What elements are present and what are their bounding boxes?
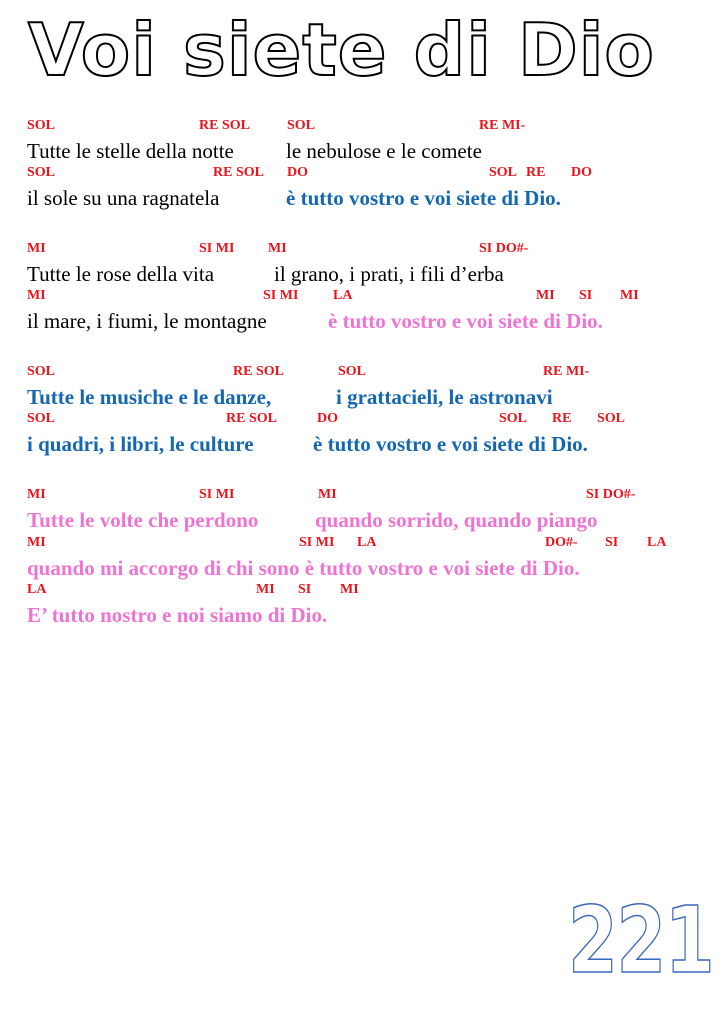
lyric: le nebulose e le comete [286, 139, 482, 163]
chord: RE [526, 165, 546, 180]
chord: LA [647, 535, 667, 550]
lyric: Tutte le stelle della notte [27, 139, 234, 163]
lyric: il grano, i prati, i fili d’erba [274, 262, 504, 286]
lyric: il mare, i fiumi, le montagne [27, 309, 267, 333]
lyric-line [0, 556, 725, 582]
chord: SOL [27, 165, 56, 180]
song-title: Voi siete di Dio [28, 8, 655, 92]
chord: MI [536, 288, 555, 303]
chord: SOL [27, 118, 56, 133]
lyric-line [0, 262, 725, 288]
chord: SI MI [263, 288, 299, 303]
chord: SOL [489, 165, 518, 180]
chord: MI [27, 487, 46, 502]
lyric-line [0, 309, 725, 335]
chord: RE SOL [213, 165, 264, 180]
chord: MI [318, 487, 337, 502]
chord: DO [571, 165, 592, 180]
chord: SOL [287, 118, 316, 133]
lyric-line [0, 508, 725, 534]
lyric-refrain: è tutto vostro e voi siete di Dio. [313, 432, 588, 456]
lyric-line [0, 603, 725, 629]
chord: SI MI [299, 535, 335, 550]
chord: MI [620, 288, 639, 303]
chord: MI [256, 582, 275, 597]
page-number: 221 [568, 887, 714, 994]
chord: LA [27, 582, 47, 597]
chord: RE SOL [226, 411, 277, 426]
chord: SOL [27, 411, 56, 426]
chord: RE MI- [479, 118, 526, 133]
chord: SI [605, 535, 619, 550]
chord: SOL [27, 364, 56, 379]
lyric-refrain: è tutto vostro e voi siete di Dio. [286, 186, 561, 210]
lyric-refrain: quando mi accorgo di chi sono è tutto vostro e voi siete di Dio. [27, 556, 580, 580]
lyric: quando sorrido, quando piango [315, 508, 598, 532]
chord: MI [27, 241, 46, 256]
lyric: il sole su una ragnatela [27, 186, 220, 210]
lyric-line [0, 186, 725, 212]
lyric: Tutte le musiche e le danze, [27, 385, 272, 409]
lyric-line [0, 139, 725, 165]
chord: DO#- [545, 535, 578, 550]
chord: RE [552, 411, 572, 426]
lyric: i quadri, i libri, le culture [27, 432, 254, 456]
chord: MI [340, 582, 359, 597]
lyric: Tutte le rose della vita [27, 262, 215, 286]
chord: SOL [338, 364, 367, 379]
chord: MI [27, 288, 46, 303]
chord: SOL [597, 411, 626, 426]
chord: SI DO#- [586, 487, 636, 502]
chord: SI MI [199, 487, 235, 502]
chord: SI [579, 288, 593, 303]
lyric-final: E’ tutto nostro e noi siamo di Dio. [27, 603, 328, 627]
lyric: i grattacieli, le astronavi [336, 385, 553, 409]
chord: DO [317, 411, 338, 426]
chord: MI [27, 535, 46, 550]
lyric-refrain: è tutto vostro e voi siete di Dio. [328, 309, 603, 333]
chord: RE SOL [199, 118, 250, 133]
chord: DO [287, 165, 308, 180]
chord: SI DO#- [479, 241, 529, 256]
chord: RE MI- [543, 364, 590, 379]
chord: MI [268, 241, 287, 256]
chord: LA [333, 288, 353, 303]
lyric: Tutte le volte che perdono [27, 508, 259, 532]
lyric-line [0, 385, 725, 411]
chord: SI [298, 582, 312, 597]
chord: SOL [499, 411, 528, 426]
chord: RE SOL [233, 364, 284, 379]
lyric-line [0, 432, 725, 458]
chord: LA [357, 535, 377, 550]
chord: SI MI [199, 241, 235, 256]
